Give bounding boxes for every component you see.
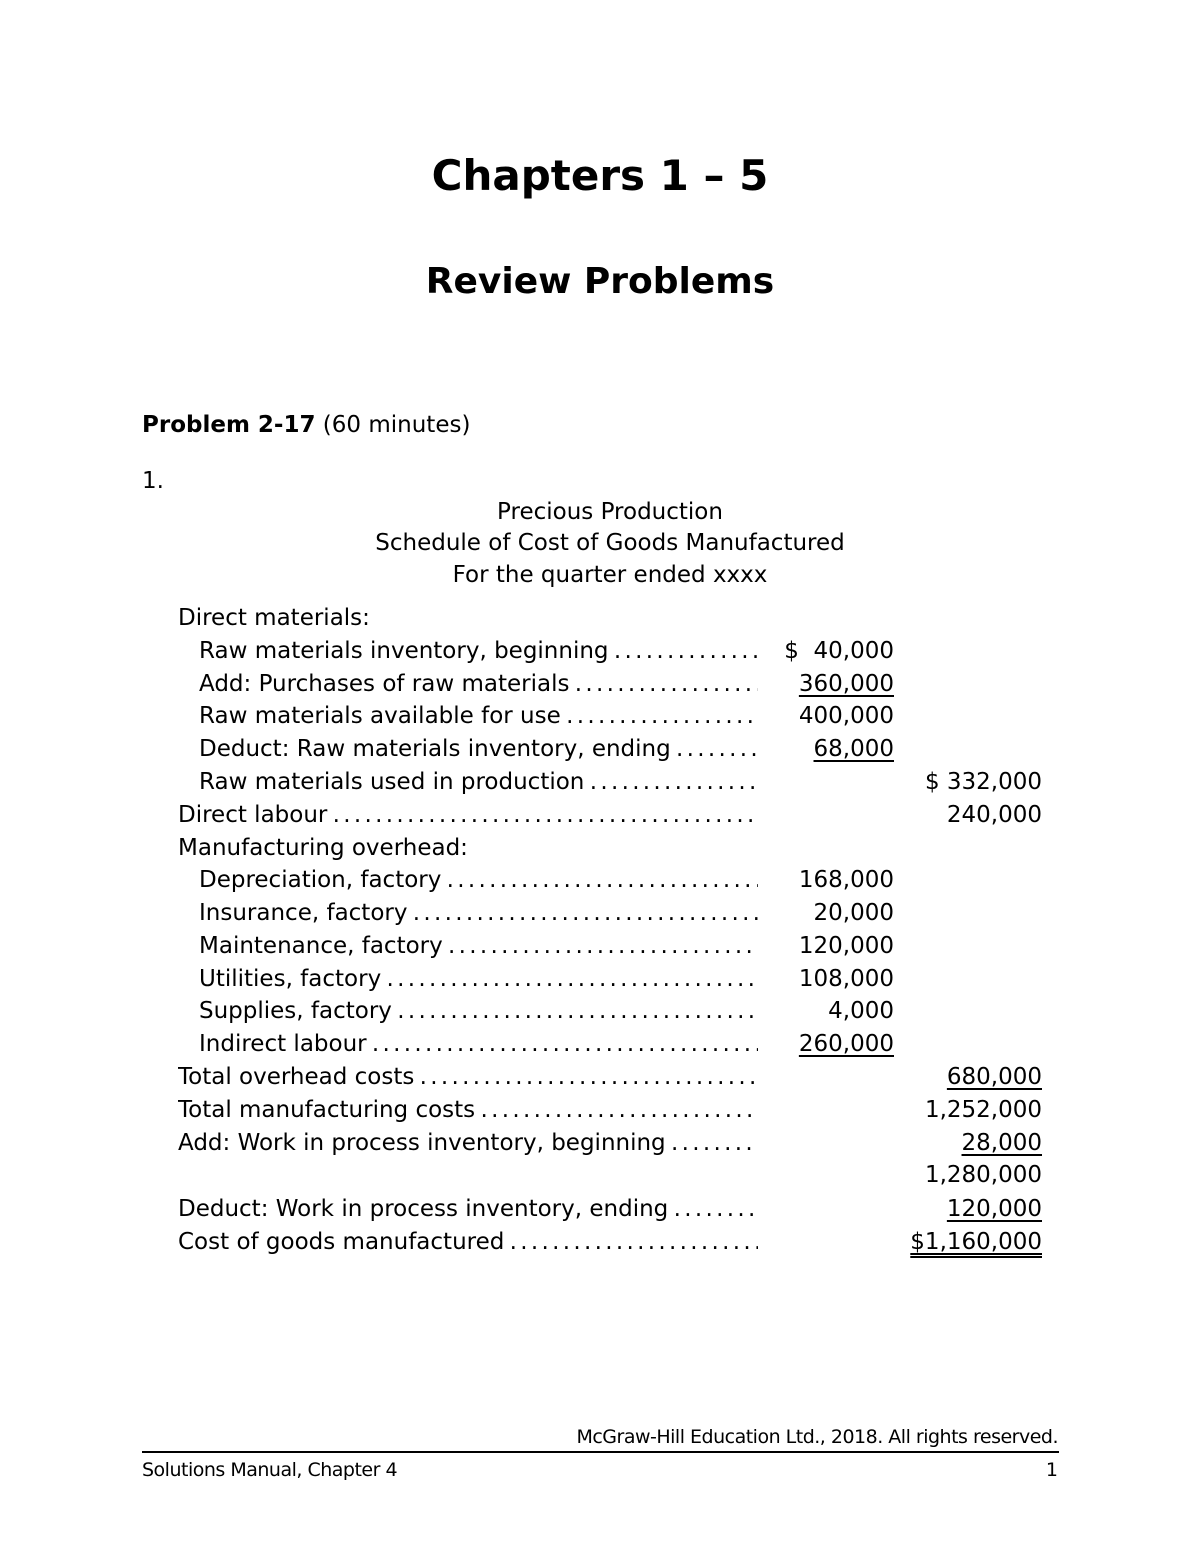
- schedule-row-utilities: [0, 963, 1200, 996]
- row-label: Raw materials inventory, beginning . . .: [199, 635, 758, 668]
- row-label: Cost of goods manufactured . . .: [178, 1226, 758, 1259]
- row-amount-col1: 168,000: [798, 867, 894, 893]
- row-label: Raw materials used in production . . .: [199, 766, 758, 799]
- row-label: Indirect labour . . .: [199, 1028, 758, 1061]
- row-label: Maintenance, factory . . .: [199, 930, 758, 963]
- row-amount-col1: 20,000: [813, 900, 894, 926]
- schedule-row-purchases: [0, 668, 1200, 701]
- part-number: 1.: [142, 468, 164, 494]
- page-subtitle: Review Problems: [425, 261, 775, 302]
- schedule-row-maintenance: [0, 930, 1200, 963]
- footer-copyright: McGraw-Hill Education Ltd., 2018. All rights reserved.: [576, 1426, 1058, 1448]
- schedule-row-wip-beginning: [0, 1127, 1200, 1160]
- row-amount-col2: 120,000: [946, 1196, 1042, 1222]
- schedule-period: For the quarter ended xxxx: [452, 562, 768, 588]
- schedule-row-depreciation: [0, 864, 1200, 897]
- schedule-row-raw-beginning: [0, 635, 1200, 668]
- row-amount-col2: $1,160,000: [910, 1229, 1042, 1255]
- row-amount-col2: 1,252,000: [924, 1097, 1042, 1123]
- row-label: Add: Work in process inventory, beginning . . .: [178, 1127, 758, 1160]
- row-amount-col1: 360,000: [798, 671, 894, 697]
- row-label: Deduct: Raw materials inventory, ending . . .: [199, 733, 758, 766]
- row-amount-col1: 108,000: [798, 966, 894, 992]
- schedule-row-supplies: [0, 995, 1200, 1028]
- schedule-row-cogm: [0, 1226, 1200, 1259]
- row-label: Direct labour . . .: [178, 799, 758, 832]
- schedule-row-raw-ending: [0, 733, 1200, 766]
- row-label: Manufacturing overhead:: [178, 835, 468, 861]
- row-amount-col1: 260,000: [798, 1031, 894, 1057]
- schedule-row-direct-materials: [0, 602, 1200, 635]
- page-title: Chapters 1 – 5: [431, 151, 769, 200]
- row-label: Depreciation, factory . . .: [199, 864, 758, 897]
- schedule-row-direct-labour: [0, 799, 1200, 832]
- row-amount-col1: 120,000: [798, 933, 894, 959]
- schedule-row-available: [0, 700, 1200, 733]
- row-label: Total manufacturing costs . . .: [178, 1094, 758, 1127]
- footer-divider: [142, 1451, 1059, 1453]
- schedule-row-wip-ending: [0, 1193, 1200, 1226]
- schedule-row-subtotal: [0, 1159, 1200, 1192]
- row-amount-col2: $ 332,000: [924, 769, 1042, 795]
- problem-duration: (60 minutes): [322, 412, 471, 438]
- row-amount-col2: 240,000: [946, 802, 1042, 828]
- footer-page-number: 1: [1045, 1459, 1058, 1481]
- row-amount-col1: $ 40,000: [784, 638, 894, 664]
- row-amount-col2: 1,280,000: [924, 1162, 1042, 1188]
- schedule-row-indirect-labour: [0, 1028, 1200, 1061]
- row-label: Utilities, factory . . .: [199, 963, 758, 996]
- row-amount-col1: 4,000: [828, 998, 894, 1024]
- problem-label: Problem 2-17: [142, 412, 316, 438]
- row-amount-col1: 400,000: [798, 703, 894, 729]
- problem-heading: [142, 409, 470, 441]
- schedule-row-insurance: [0, 897, 1200, 930]
- row-label: Insurance, factory . . .: [199, 897, 758, 930]
- schedule-row-raw-used: [0, 766, 1200, 799]
- schedule-row-total-overhead: [0, 1061, 1200, 1094]
- schedule-name: Schedule of Cost of Goods Manufactured: [375, 530, 845, 556]
- row-label: Direct materials:: [178, 605, 370, 631]
- row-label: Total overhead costs . . .: [178, 1061, 758, 1094]
- schedule-row-total-manufacturing: [0, 1094, 1200, 1127]
- row-label: Add: Purchases of raw materials . . .: [199, 668, 758, 701]
- footer-manual-chapter: Solutions Manual, Chapter 4: [142, 1459, 398, 1481]
- row-label: Raw materials available for use . . .: [199, 700, 758, 733]
- schedule-company: Precious Production: [497, 499, 723, 525]
- row-label: Deduct: Work in process inventory, ending . . .: [178, 1193, 758, 1226]
- row-label: Supplies, factory . . .: [199, 995, 758, 1028]
- schedule-row-overhead-heading: [0, 832, 1200, 865]
- row-amount-col2: 28,000: [961, 1130, 1042, 1156]
- row-amount-col1: 68,000: [813, 736, 894, 762]
- row-amount-col2: 680,000: [946, 1064, 1042, 1090]
